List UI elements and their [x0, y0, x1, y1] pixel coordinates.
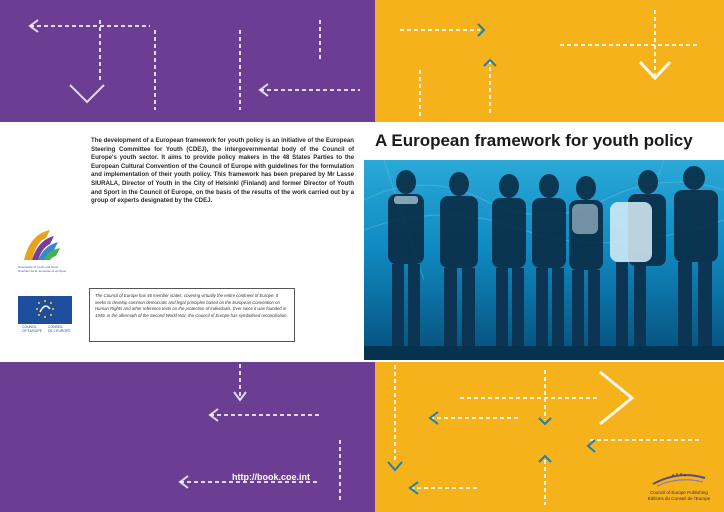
back-cover-top-panel [0, 0, 375, 122]
coe-logo-fr2: DE L'EUROPE [48, 329, 71, 333]
back-cover-description: The development of a European framework for youth policy is an initiative of the European Steering Committee for Youth (CDEJ), the intergovernmental body of the Council of Europe's youth sector. It aims to provide policy makers in the 48 States Parties to the European Cultural Convention of the Council of Europe with guidelines for the formulation and implementation of their youth policy. This framework has been prepared by Mr Lasse SIURALA, Director of Youth in the City of Helsinki (Finland) and former Director of Youth and Sport in the Council of Europe, on the basis of the results of the work carried out by a group of experts designated by the CDEJ. [91, 137, 354, 205]
publisher-swoosh-icon [649, 470, 709, 488]
council-info-box: The Council of Europe has 46 member states, covering virtually the entire continent of Europe. It seeks to develop common democratic and legal principles based on the European Convention on Human Rights and other reference texts on the protection of individuals. Ever since it was founded in 1949, in the aftermath of the Second World War, the Council of Europe has symbolised reconciliation. [89, 288, 295, 342]
cover-photo-youth-group [364, 160, 724, 360]
front-cover-top-panel [375, 0, 724, 122]
coe-logo-en1: COUNCIL [22, 325, 38, 329]
publisher-name-en: Council of Europe Publishing [650, 490, 708, 495]
youth-logo-line1: Directorate of Youth and Sport [18, 265, 59, 269]
back-cover-bottom-panel [0, 362, 375, 512]
coe-logo-fr1: CONSEIL [48, 325, 63, 329]
publisher-url[interactable]: http://book.coe.int [232, 472, 310, 482]
publisher-logo [634, 470, 724, 502]
coe-logo-en2: OF EUROPE [22, 329, 42, 333]
youth-logo-line2: Direction de la Jeunesse et du Sport [18, 269, 66, 273]
youth-directorate-logo [16, 224, 66, 276]
book-title: A European framework for youth policy [375, 131, 693, 150]
publisher-name-fr: Editions du Conseil de l'Europe [647, 496, 711, 501]
council-of-europe-logo [18, 296, 72, 334]
